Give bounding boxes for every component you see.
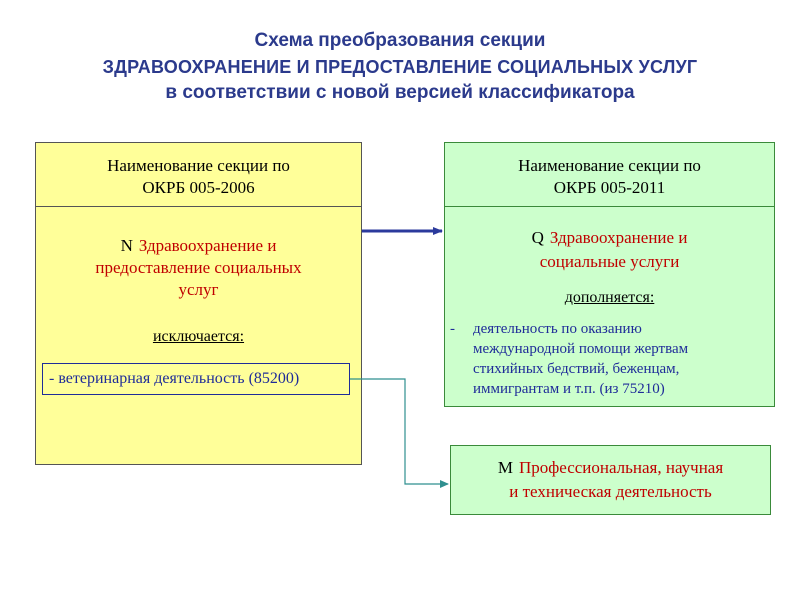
excludes-label: исключается: (152, 328, 245, 345)
new-section-name-line-2: социальные услуги (539, 252, 680, 271)
added-item-line-2: международной помощи жертвам (473, 341, 689, 357)
excluded-item-text: - ветеринарная деятельность (85200) (49, 370, 300, 387)
target-section-name-part-1: Профессиональная, научная (518, 458, 724, 477)
old-header-line-1: Наименование секции по (107, 156, 290, 175)
new-header-line-2: ОКРБ 005-2011 (553, 178, 666, 197)
title-line-1: Схема преобразования секции (254, 30, 546, 51)
added-item-line-4: иммигрантам и т.п. (из 75210) (473, 381, 665, 397)
target-section-code: M (497, 458, 513, 477)
added-item-dash: - (450, 321, 455, 337)
new-header-line-1: Наименование секции по (518, 156, 701, 175)
target-section-line-2: и техническая деятельность (509, 482, 712, 501)
excluded-move-connector (350, 379, 448, 484)
old-section-name-line-2: предоставление социальных (95, 258, 302, 277)
supplemented-label: дополняется: (564, 289, 655, 306)
title-line-3: в соответствии с новой версией классификатора (165, 82, 635, 103)
old-section-name-line-3: услуг (178, 280, 219, 299)
title-line-2: ЗДРАВООХРАНЕНИЕ И ПРЕДОСТАВЛЕНИЕ СОЦИАЛЬНЫХ УСЛУГ (102, 57, 698, 77)
old-section-code: N (120, 236, 133, 255)
added-item-line-1: деятельность по оказанию (473, 321, 642, 337)
old-header-line-2: ОКРБ 005-2006 (142, 178, 255, 197)
old-section-name-part-1: Здравоохранение и (138, 236, 277, 255)
added-item-line-3: стихийных бедствий, беженцам, (473, 361, 680, 377)
new-section-name-part-1: Здравоохранение и (549, 228, 688, 247)
new-section-code: Q (531, 228, 544, 247)
